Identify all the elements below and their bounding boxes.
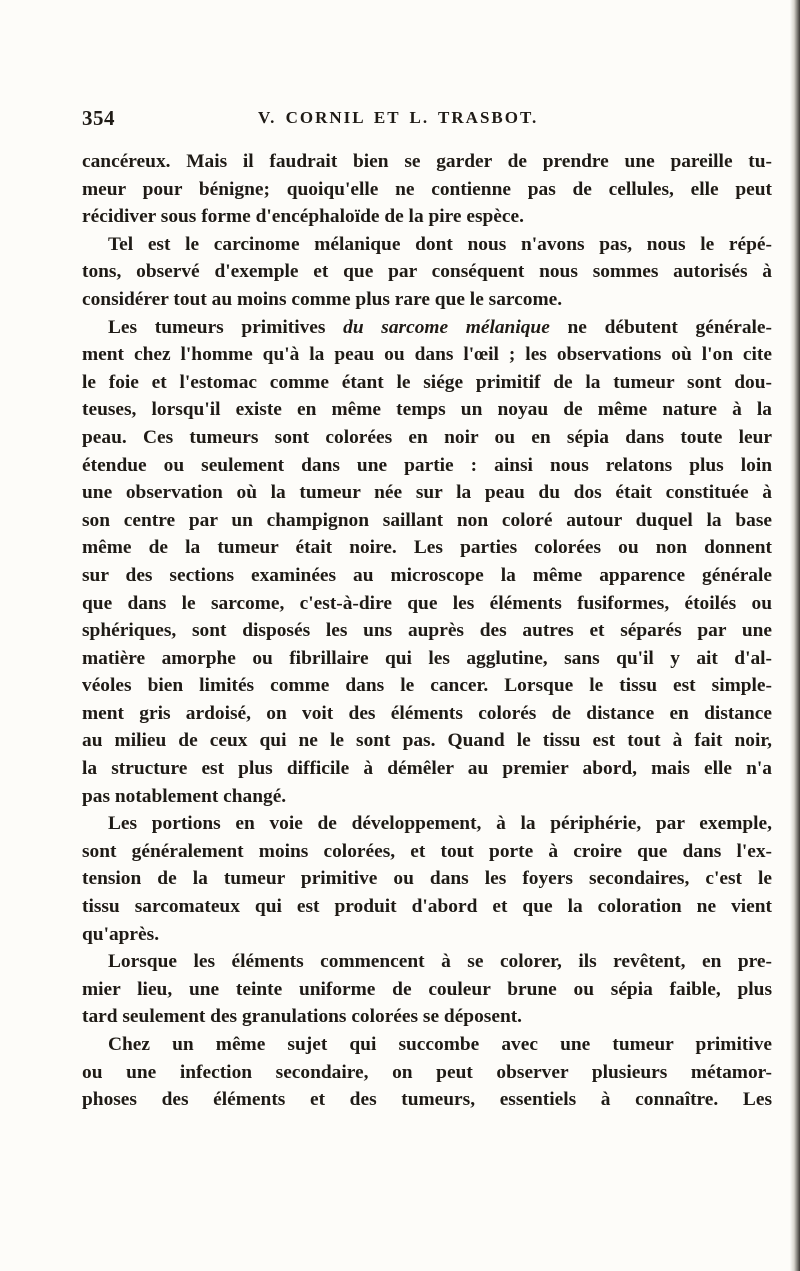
page-edge-shadow [790,0,800,1271]
text-line: sur des sections examinées au microscope la même apparence générale [82,564,772,586]
text-segment: ne débutent générale- [549,316,772,338]
text-line: véoles bien limités comme dans le cancer. Lorsque le tissu est simple- [82,675,772,697]
text-line: Les portions en voie de développement, à la périphérie, par exemple, [108,813,772,835]
text-line: mier lieu, une teinte uniforme de couleur brune ou sépia faible, plus [82,978,772,1000]
text-line: récidiver sous forme d'encéphaloïde de la pire espèce. [82,206,524,228]
text-line [82,314,772,342]
text-line: ment chez l'homme qu'à la peau ou dans l'œil ; les observations où l'on cite [82,344,772,366]
text-line: peau. Ces tumeurs sont colorées en noir ou en sépia dans toute leur [82,426,772,448]
running-title: V. CORNIL ET L. TRASBOT. [258,108,539,127]
italic-phrase: du sarcome mélanique [343,316,550,338]
text-line: une observation où la tumeur née sur la peau du dos était constituée à [82,482,772,504]
text-line: au milieu de ceux qui ne le sont pas. Quand le tissu est tout à fait noir, [82,730,772,752]
text-line: son centre par un champignon saillant non coloré autour duquel la base [82,509,772,531]
page-number: 354 [82,106,115,130]
text-line: tons, observé d'exemple et que par conséquent nous sommes autorisés à [82,261,772,283]
text-line: tension de la tumeur primitive ou dans les foyers secondaires, c'est le [82,868,772,890]
text-line: même de la tumeur était noire. Les parties colorées ou non donnent [82,537,772,559]
text-line: meur pour bénigne; quoiqu'elle ne contienne pas de cellules, elle peut [82,178,772,200]
text-line: sont généralement moins colorées, et tout porte à croire que dans l'ex- [82,840,772,862]
text-line: ou une infection secondaire, on peut observer plusieurs métamor- [82,1061,772,1083]
text-line: ment gris ardoisé, on voit des éléments colorés de distance en distance [82,702,772,724]
text-line: étendue ou seulement dans une partie : ainsi nous relatons plus loin [82,454,772,476]
running-head [82,106,772,140]
text-line: tard seulement des granulations colorées se déposent. [82,1006,523,1028]
text-segment: Les tumeurs primitives [108,316,344,338]
text-line: que dans le sarcome, c'est-à-dire que les éléments fusiformes, étoilés ou [82,592,772,614]
text-line: matière amorphe ou fibrillaire qui les agglutine, sans qu'il y ait d'al- [82,647,772,669]
text-line: phoses des éléments et des tumeurs, essentiels à connaître. Les [82,1089,772,1111]
text-line: cancéreux. Mais il faudrait bien se garder de prendre une pareille tu- [82,151,772,172]
text-line: qu'après. [82,923,160,945]
text-line: Chez un même sujet qui succombe avec une tumeur primitive [108,1034,772,1055]
text-line: Lorsque les éléments commencent à se colorer, ils revêtent, en pre- [108,951,772,973]
text-line: sphériques, sont disposés les uns auprès des autres et séparés par une [82,620,772,642]
text-line: la structure est plus difficile à démêler au premier abord, mais elle n'a [82,758,772,780]
text-line: tissu sarcomateux qui est produit d'abord et que la coloration ne vient [82,896,772,918]
text-line: considérer tout au moins comme plus rare que le sarcome. [82,288,563,310]
body-text [82,148,772,1114]
text-line: Tel est le carcinome mélanique dont nous n'avons pas, nous le répé- [108,233,772,255]
text-line: le foie et l'estomac comme étant le siége primitif de la tumeur sont dou- [82,371,772,393]
text-line: pas notablement changé. [82,785,287,807]
text-line: teuses, lorsqu'il existe en même temps un noyau de même nature à la [82,399,772,421]
